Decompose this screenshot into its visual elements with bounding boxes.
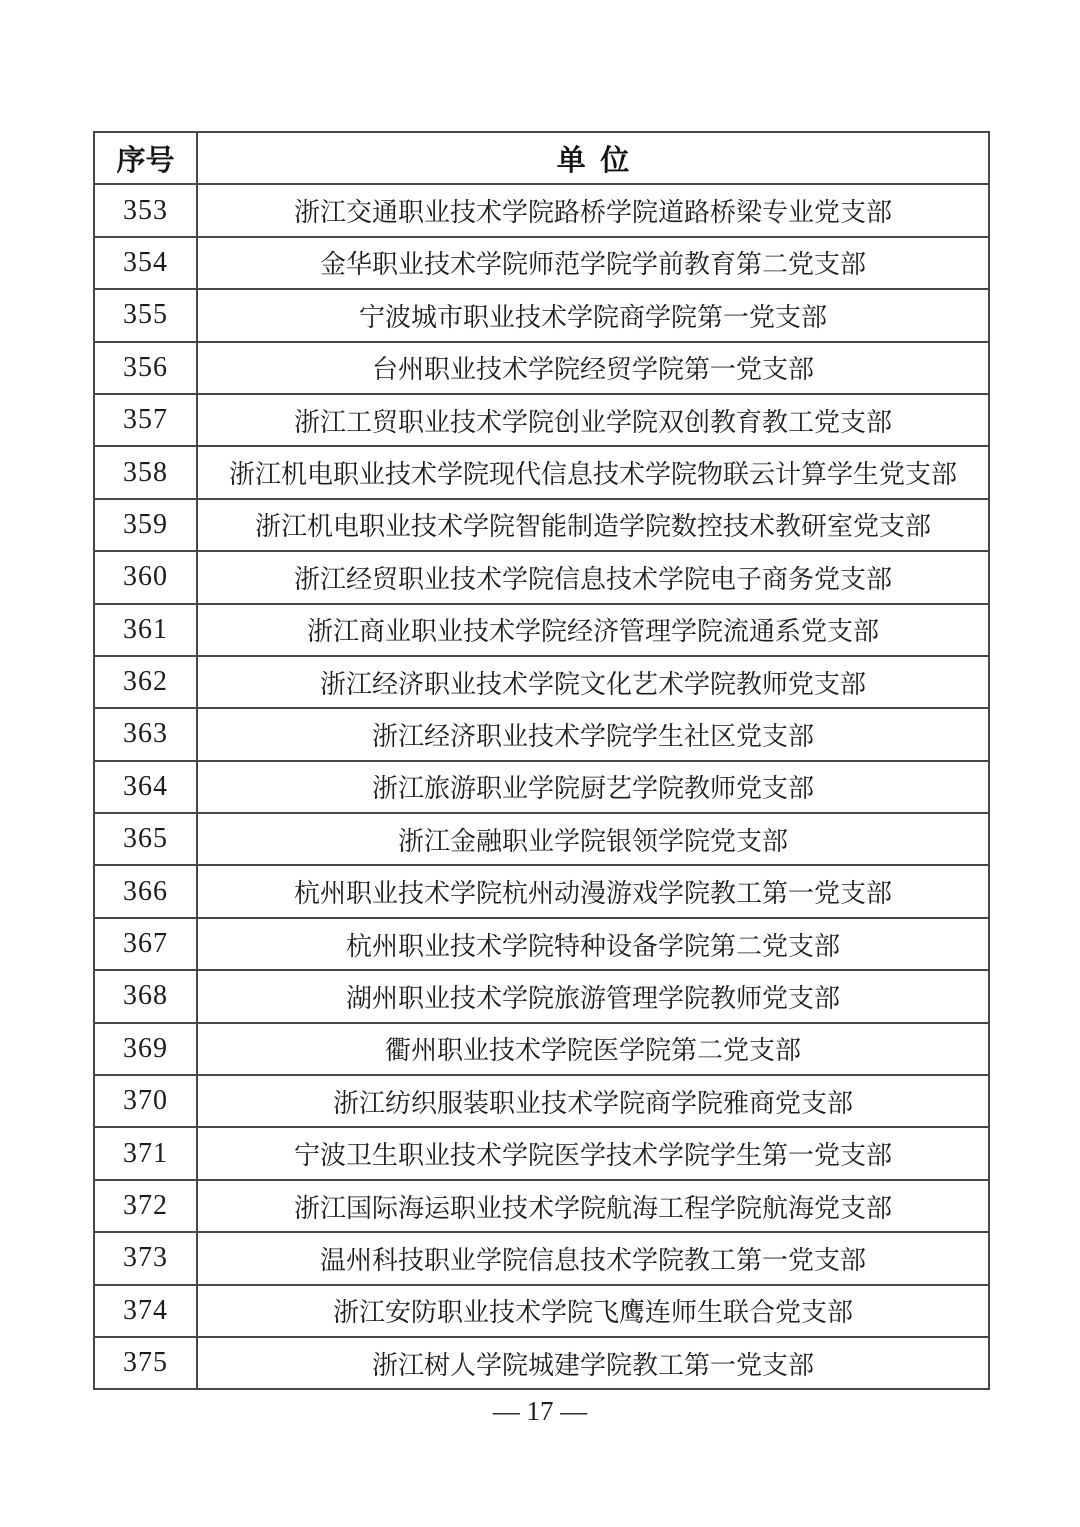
row-no-cell: 371 — [94, 1127, 197, 1179]
row-unit-cell: 浙江国际海运职业技术学院航海工程学院航海党支部 — [197, 1180, 989, 1232]
row-no-cell: 363 — [94, 708, 197, 760]
row-no-cell: 367 — [94, 918, 197, 970]
table-row — [94, 1337, 989, 1389]
row-unit-cell: 浙江商业职业技术学院经济管理学院流通系党支部 — [197, 604, 989, 656]
row-no-cell: 373 — [94, 1232, 197, 1284]
row-unit-cell: 浙江经济职业技术学院学生社区党支部 — [197, 708, 989, 760]
row-unit-cell: 浙江机电职业技术学院现代信息技术学院物联云计算学生党支部 — [197, 446, 989, 498]
row-unit-cell: 台州职业技术学院经贸学院第一党支部 — [197, 342, 989, 394]
table-row — [94, 970, 989, 1022]
row-unit-cell: 衢州职业技术学院医学院第二党支部 — [197, 1023, 989, 1075]
row-no-cell: 353 — [94, 184, 197, 236]
page-number: — 17 — — [492, 1396, 588, 1426]
table-row — [94, 1075, 989, 1127]
row-unit-cell: 宁波卫生职业技术学院医学技术学院学生第一党支部 — [197, 1127, 989, 1179]
row-unit-cell: 温州科技职业学院信息技术学院教工第一党支部 — [197, 1232, 989, 1284]
table-row — [94, 184, 989, 236]
table-row — [94, 1232, 989, 1284]
row-unit-cell: 湖州职业技术学院旅游管理学院教师党支部 — [197, 970, 989, 1022]
table-row — [94, 813, 989, 865]
table-header-row — [94, 132, 989, 184]
row-no-cell: 360 — [94, 551, 197, 603]
row-no-cell: 364 — [94, 761, 197, 813]
row-unit-cell: 浙江经济职业技术学院文化艺术学院教师党支部 — [197, 656, 989, 708]
row-unit-cell: 杭州职业技术学院杭州动漫游戏学院教工第一党支部 — [197, 865, 989, 917]
row-no-cell: 366 — [94, 865, 197, 917]
row-no-cell: 354 — [94, 237, 197, 289]
table-row — [94, 918, 989, 970]
row-no-cell: 375 — [94, 1337, 197, 1389]
row-unit-cell: 浙江纺织服装职业技术学院商学院雅商党支部 — [197, 1075, 989, 1127]
row-no-cell: 369 — [94, 1023, 197, 1075]
row-no-cell: 362 — [94, 656, 197, 708]
table-row — [94, 446, 989, 498]
table-row — [94, 604, 989, 656]
row-no-cell: 370 — [94, 1075, 197, 1127]
row-unit-cell: 浙江旅游职业学院厨艺学院教师党支部 — [197, 761, 989, 813]
table-row — [94, 656, 989, 708]
row-unit-cell: 浙江经贸职业技术学院信息技术学院电子商务党支部 — [197, 551, 989, 603]
row-no-cell: 361 — [94, 604, 197, 656]
col-header-unit: 单 位 — [197, 132, 989, 184]
row-no-cell: 357 — [94, 394, 197, 446]
row-unit-cell: 浙江树人学院城建学院教工第一党支部 — [197, 1337, 989, 1389]
unit-table — [93, 131, 990, 1390]
row-unit-cell: 浙江金融职业学院银领学院党支部 — [197, 813, 989, 865]
row-no-cell: 365 — [94, 813, 197, 865]
row-no-cell: 372 — [94, 1180, 197, 1232]
row-no-cell: 359 — [94, 499, 197, 551]
row-no-cell: 374 — [94, 1285, 197, 1337]
row-unit-cell: 金华职业技术学院师范学院学前教育第二党支部 — [197, 237, 989, 289]
table-row — [94, 761, 989, 813]
row-no-cell: 355 — [94, 289, 197, 341]
row-unit-cell: 杭州职业技术学院特种设备学院第二党支部 — [197, 918, 989, 970]
table-row — [94, 1285, 989, 1337]
table-row — [94, 551, 989, 603]
row-no-cell: 358 — [94, 446, 197, 498]
col-header-no: 序号 — [94, 132, 197, 184]
table-row — [94, 342, 989, 394]
row-unit-cell: 浙江机电职业技术学院智能制造学院数控技术教研室党支部 — [197, 499, 989, 551]
row-unit-cell: 浙江工贸职业技术学院创业学院双创教育教工党支部 — [197, 394, 989, 446]
table-row — [94, 865, 989, 917]
table-row — [94, 708, 989, 760]
table-row — [94, 1023, 989, 1075]
row-unit-cell: 宁波城市职业技术学院商学院第一党支部 — [197, 289, 989, 341]
row-no-cell: 368 — [94, 970, 197, 1022]
table-row — [94, 1180, 989, 1232]
row-no-cell: 356 — [94, 342, 197, 394]
row-unit-cell: 浙江交通职业技术学院路桥学院道路桥梁专业党支部 — [197, 184, 989, 236]
table-row — [94, 394, 989, 446]
table-row — [94, 289, 989, 341]
table-row — [94, 1127, 989, 1179]
row-unit-cell: 浙江安防职业技术学院飞鹰连师生联合党支部 — [197, 1285, 989, 1337]
table-row — [94, 499, 989, 551]
table-row — [94, 237, 989, 289]
